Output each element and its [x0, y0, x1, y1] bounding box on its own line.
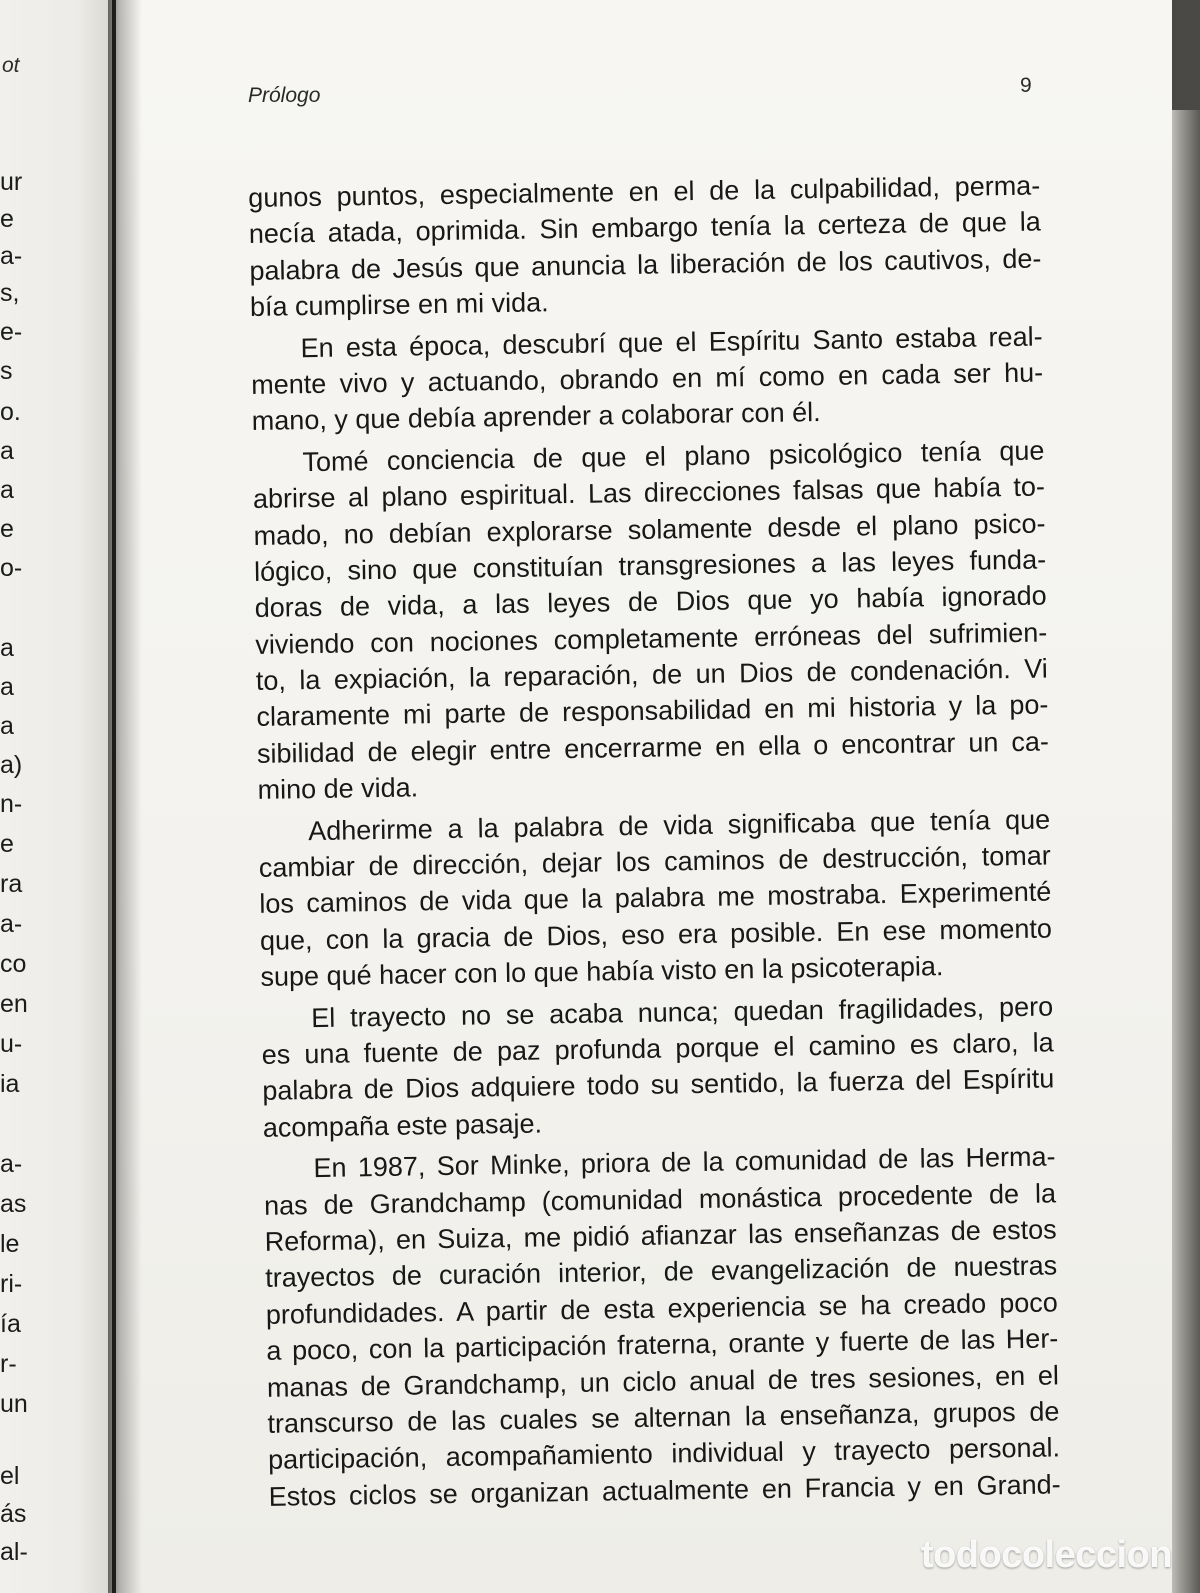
- text-line: mino de vida.: [257, 772, 419, 806]
- left-fragment: o-: [0, 554, 23, 582]
- left-fragment: u-: [0, 1030, 23, 1058]
- text-line: lógico, sino que constituían transgresiones a las leyes funda-: [253, 544, 1047, 587]
- text-line: los caminos de vida que la palabra me mostraba. Experimenté: [259, 876, 1052, 920]
- text-line: manas de Grandchamp, un ciclo anual de tres sesiones, en el: [266, 1359, 1060, 1403]
- left-fragment: a: [0, 437, 14, 465]
- watermark-logo: todocoleccion: [920, 1534, 1172, 1576]
- text-line: que, con la gracia de Dios, eso era posible. En ese momento: [259, 913, 1053, 956]
- left-fragment: un: [0, 1390, 28, 1418]
- left-fragment: a-: [0, 910, 23, 938]
- text-line: Reforma), en Suiza, me pidió afianzar las enseñanzas de estos: [264, 1214, 1057, 1257]
- book-gutter: [108, 0, 142, 1593]
- text-line: transcurso de las cuales se alternan la enseñanza, grupos de: [267, 1396, 1060, 1439]
- left-fragment: s: [0, 357, 13, 385]
- text-line: claramente mi parte de responsabilidad en mi historia y la po-: [256, 689, 1049, 733]
- left-fragment: ri-: [0, 1270, 23, 1298]
- text-line: necía atada, oprimida. Sin embargo tenía la certeza de que la: [248, 206, 1041, 250]
- left-fragment: e: [0, 830, 14, 858]
- left-fragment: a-: [0, 242, 23, 270]
- text-line: mente vivo y actuando, obrando en mí como en cada ser hu-: [250, 357, 1044, 400]
- text-line: Tomé conciencia de que el plano psicológico tenía que: [302, 435, 1045, 477]
- text-line: participación, acompañamiento individual y trayecto personal.: [267, 1432, 1061, 1476]
- text-line: palabra de Jesús que anuncia la liberación de los cautivos, de-: [249, 243, 1042, 286]
- left-fragment: ás: [0, 1500, 27, 1528]
- left-fragment: e: [0, 515, 14, 543]
- text-line: En 1987, Sor Minke, priora de la comunidad de las Herma-: [313, 1141, 1056, 1184]
- page-edge-shadow: [1168, 110, 1200, 1593]
- text-line: En esta época, descubrí que el Espíritu Santo estaba real-: [300, 321, 1043, 363]
- left-fragment: as: [0, 1190, 27, 1218]
- text-line: es una fuente de paz profunda porque el camino es claro, la: [261, 1027, 1054, 1070]
- left-fragment: le: [0, 1230, 20, 1258]
- text-line: doras de vida, a las leyes de Dios que yo había ignorado: [254, 580, 1047, 624]
- text-line: supe qué hacer con lo que había visto en la psicoterapia.: [260, 951, 944, 993]
- text-line: a poco, con la participación fraterna, orante y fuerte de las Her-: [266, 1323, 1059, 1366]
- running-head: Prólogo: [248, 84, 321, 107]
- left-fragment: s,: [0, 279, 20, 307]
- left-fragment: n-: [0, 790, 23, 818]
- text-line: palabra de Dios adquiere todo su sentido, la fuerza del Espíritu: [262, 1063, 1055, 1107]
- text-line: viviendo con nociones completamente erróneas del sufrimien-: [255, 617, 1048, 660]
- left-running-head: ot: [2, 54, 20, 77]
- text-line: Estos ciclos se organizan actualmente en Francia y en Grand-: [268, 1469, 1061, 1512]
- text-line: bía cumplirse en mi vida.: [249, 287, 549, 323]
- text-line: acompaña este pasaje.: [262, 1108, 543, 1143]
- left-fragment: a-: [0, 1150, 23, 1178]
- left-fragment: al-: [0, 1538, 28, 1566]
- text-line: nas de Grandchamp (comunidad monástica procedente de la: [263, 1177, 1057, 1221]
- text-line: cambiar de dirección, dejar los caminos de destrucción, tomar: [258, 840, 1051, 883]
- left-fragment: a: [0, 476, 14, 504]
- left-fragment: ur: [0, 168, 23, 196]
- left-fragment: a: [0, 634, 14, 662]
- page-number: 9: [1020, 74, 1032, 97]
- left-fragment: ra: [0, 870, 23, 898]
- text-line: sibilidad de elegir entre encerrarme en ella o encontrar un ca-: [256, 726, 1050, 769]
- left-fragment: r-: [0, 1350, 17, 1378]
- left-fragment: en: [0, 990, 28, 1018]
- left-fragment: a: [0, 673, 14, 701]
- left-fragment: ía: [0, 1310, 21, 1338]
- text-line: trayectos de curación interior, de evangelización de nuestras: [265, 1250, 1058, 1294]
- text-line: abrirse al plano espiritual. Las direcciones falsas que había to-: [252, 471, 1046, 515]
- left-fragment: e-: [0, 318, 23, 346]
- text-line: Adherirme a la palabra de vida significaba que tenía que: [307, 804, 1051, 846]
- text-line: El trayecto no se acaba nunca; quedan fragilidades, pero: [310, 991, 1054, 1033]
- left-page: [0, 0, 112, 1593]
- text-line: mado, no debían explorarse solamente desde el plano psico-: [253, 508, 1046, 551]
- left-fragment: a: [0, 712, 14, 740]
- text-line: profundidades. A partir de esta experiencia se ha creado poco: [265, 1287, 1058, 1330]
- text-line: mano, y que debía aprender a colaborar con él.: [251, 397, 821, 437]
- text-line: to, la expiación, la reparación, de un Dios de condenación. Vi: [255, 653, 1049, 697]
- text-line: gunos puntos, especialmente en el de la culpabilidad, perma-: [248, 170, 1041, 213]
- left-fragment: co: [0, 950, 27, 978]
- left-fragment: o.: [0, 398, 21, 426]
- left-fragment: a): [0, 751, 23, 779]
- body-text: [248, 168, 1061, 1515]
- left-fragment: ia: [0, 1070, 20, 1098]
- left-fragment: el: [0, 1462, 20, 1490]
- left-fragment: e: [0, 205, 14, 233]
